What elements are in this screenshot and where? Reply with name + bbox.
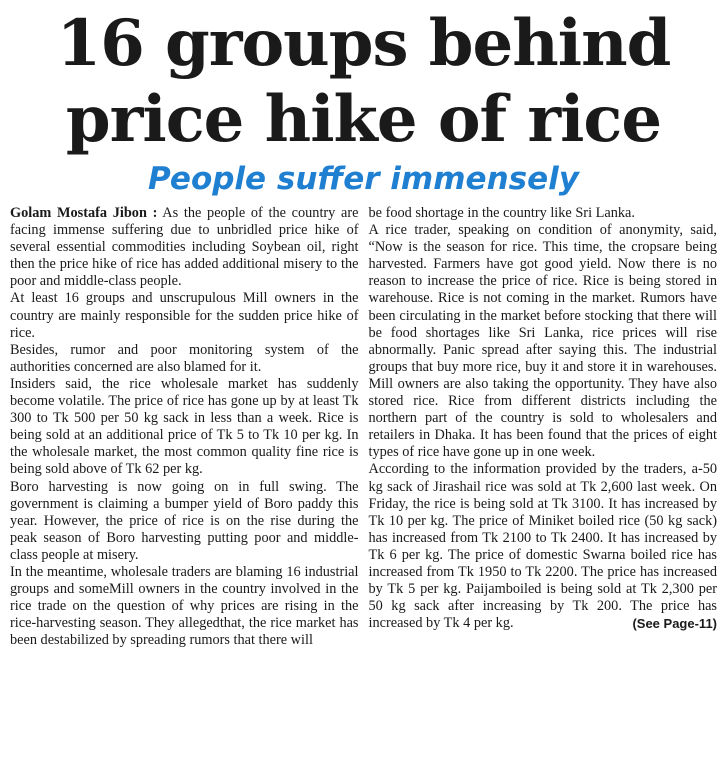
paragraph: At least 16 groups and unscrupulous Mill owners in the country are mainly responsible for the sudden price hike of rice. bbox=[10, 290, 359, 341]
column-right bbox=[369, 205, 718, 649]
paragraph: Besides, rumor and poor monitoring system of the authorities concerned are also blamed for it. bbox=[10, 341, 359, 375]
continued-link[interactable]: (See Page-11) bbox=[632, 616, 717, 632]
subheadline: People suffer immensely bbox=[148, 161, 579, 197]
headline-line-2: price hike of rice bbox=[65, 82, 662, 157]
article-body bbox=[8, 205, 719, 649]
column-left bbox=[10, 205, 359, 649]
paragraph: be food shortage in the country like Sri Lanka. bbox=[368, 205, 635, 221]
paragraph: Boro harvesting is now going on in full swing. The government is claiming a bumper yield of Boro paddy this year. However, the price of rice is on the rise during the peak season of Boro harvesting putting poor and middle-class people at misery. bbox=[10, 478, 359, 563]
paragraph: In the meantime, wholesale traders are blaming 16 industrial groups and someMill owners in the country involved in the rice trade on the question of why prices are rising in the rice-harvesting season. They allegedthat, the rice market has been destabilized by spreading rumors that there will bbox=[10, 563, 359, 649]
paragraph: A rice trader, speaking on condition of anonymity, said, “Now is the season for rice. This time, the cropsare being harvested. Farmers have got good yield. Now there is no reason to increase the price of rice. Rice is being stored in warehouse. Rice is not coming in the market. Rumors have been circulating in the market before stocking that there will be food shortages like Sri Lanka, rice prices will rise abnormally. Panic spread after saying this. The industrial groups that buy more rice, buy it and store it in warehouses. Mill owners are also taking the opportunity. They have also stored rice. Rice from different districts including the northern part of the country is sold to wholesalers and retailers in Dhaka. It has been found that the prices of eight types of rice have gone up in one week. bbox=[368, 222, 717, 461]
headline bbox=[8, 0, 719, 158]
paragraph-text: As the people of the country are facing immense suffering due to unbridled price hike of several essential commodities including Soybean oil, right then the price hike of rice has added additional misery to the poor and middle-class people. bbox=[10, 205, 359, 290]
paragraph-text: According to the information provided by the traders, a-50 kg sack of Jirashail rice was sold at Tk 2,600 last week. On Friday, the rice is being sold at Tk 3100. It has increased by Tk 10 per kg. The price of Miniket boiled rice (50 kg sack) has increased from Tk 2100 to Tk 2400. It has increased by Tk 6 per kg. The price of domestic Swarna boiled rice has increased from Tk 1950 to Tk 2200. The price has increased by Tk 5 per kg. Paijamboiled is being sold at Tk 2,300 per 50 kg sack after increasing by Tk 200. The price has increased by Tk 4 per kg. bbox=[368, 461, 717, 632]
paragraph: Insiders said, the rice wholesale market has suddenly become volatile. The price of rice has gone up by at least Tk 300 to Tk 500 per 50 kg sack in less than a week. Rice is being sold at an additional price of Tk 5 to Tk 10 per kg. In the wholesale market, the most common quality fine rice is being sold above of Tk 62 per kg. bbox=[10, 375, 359, 478]
paragraph bbox=[10, 205, 359, 290]
headline-line-1: 16 groups behind bbox=[56, 6, 671, 81]
byline: Golam Mostafa Jibon : bbox=[10, 205, 158, 221]
paragraph bbox=[369, 461, 718, 632]
